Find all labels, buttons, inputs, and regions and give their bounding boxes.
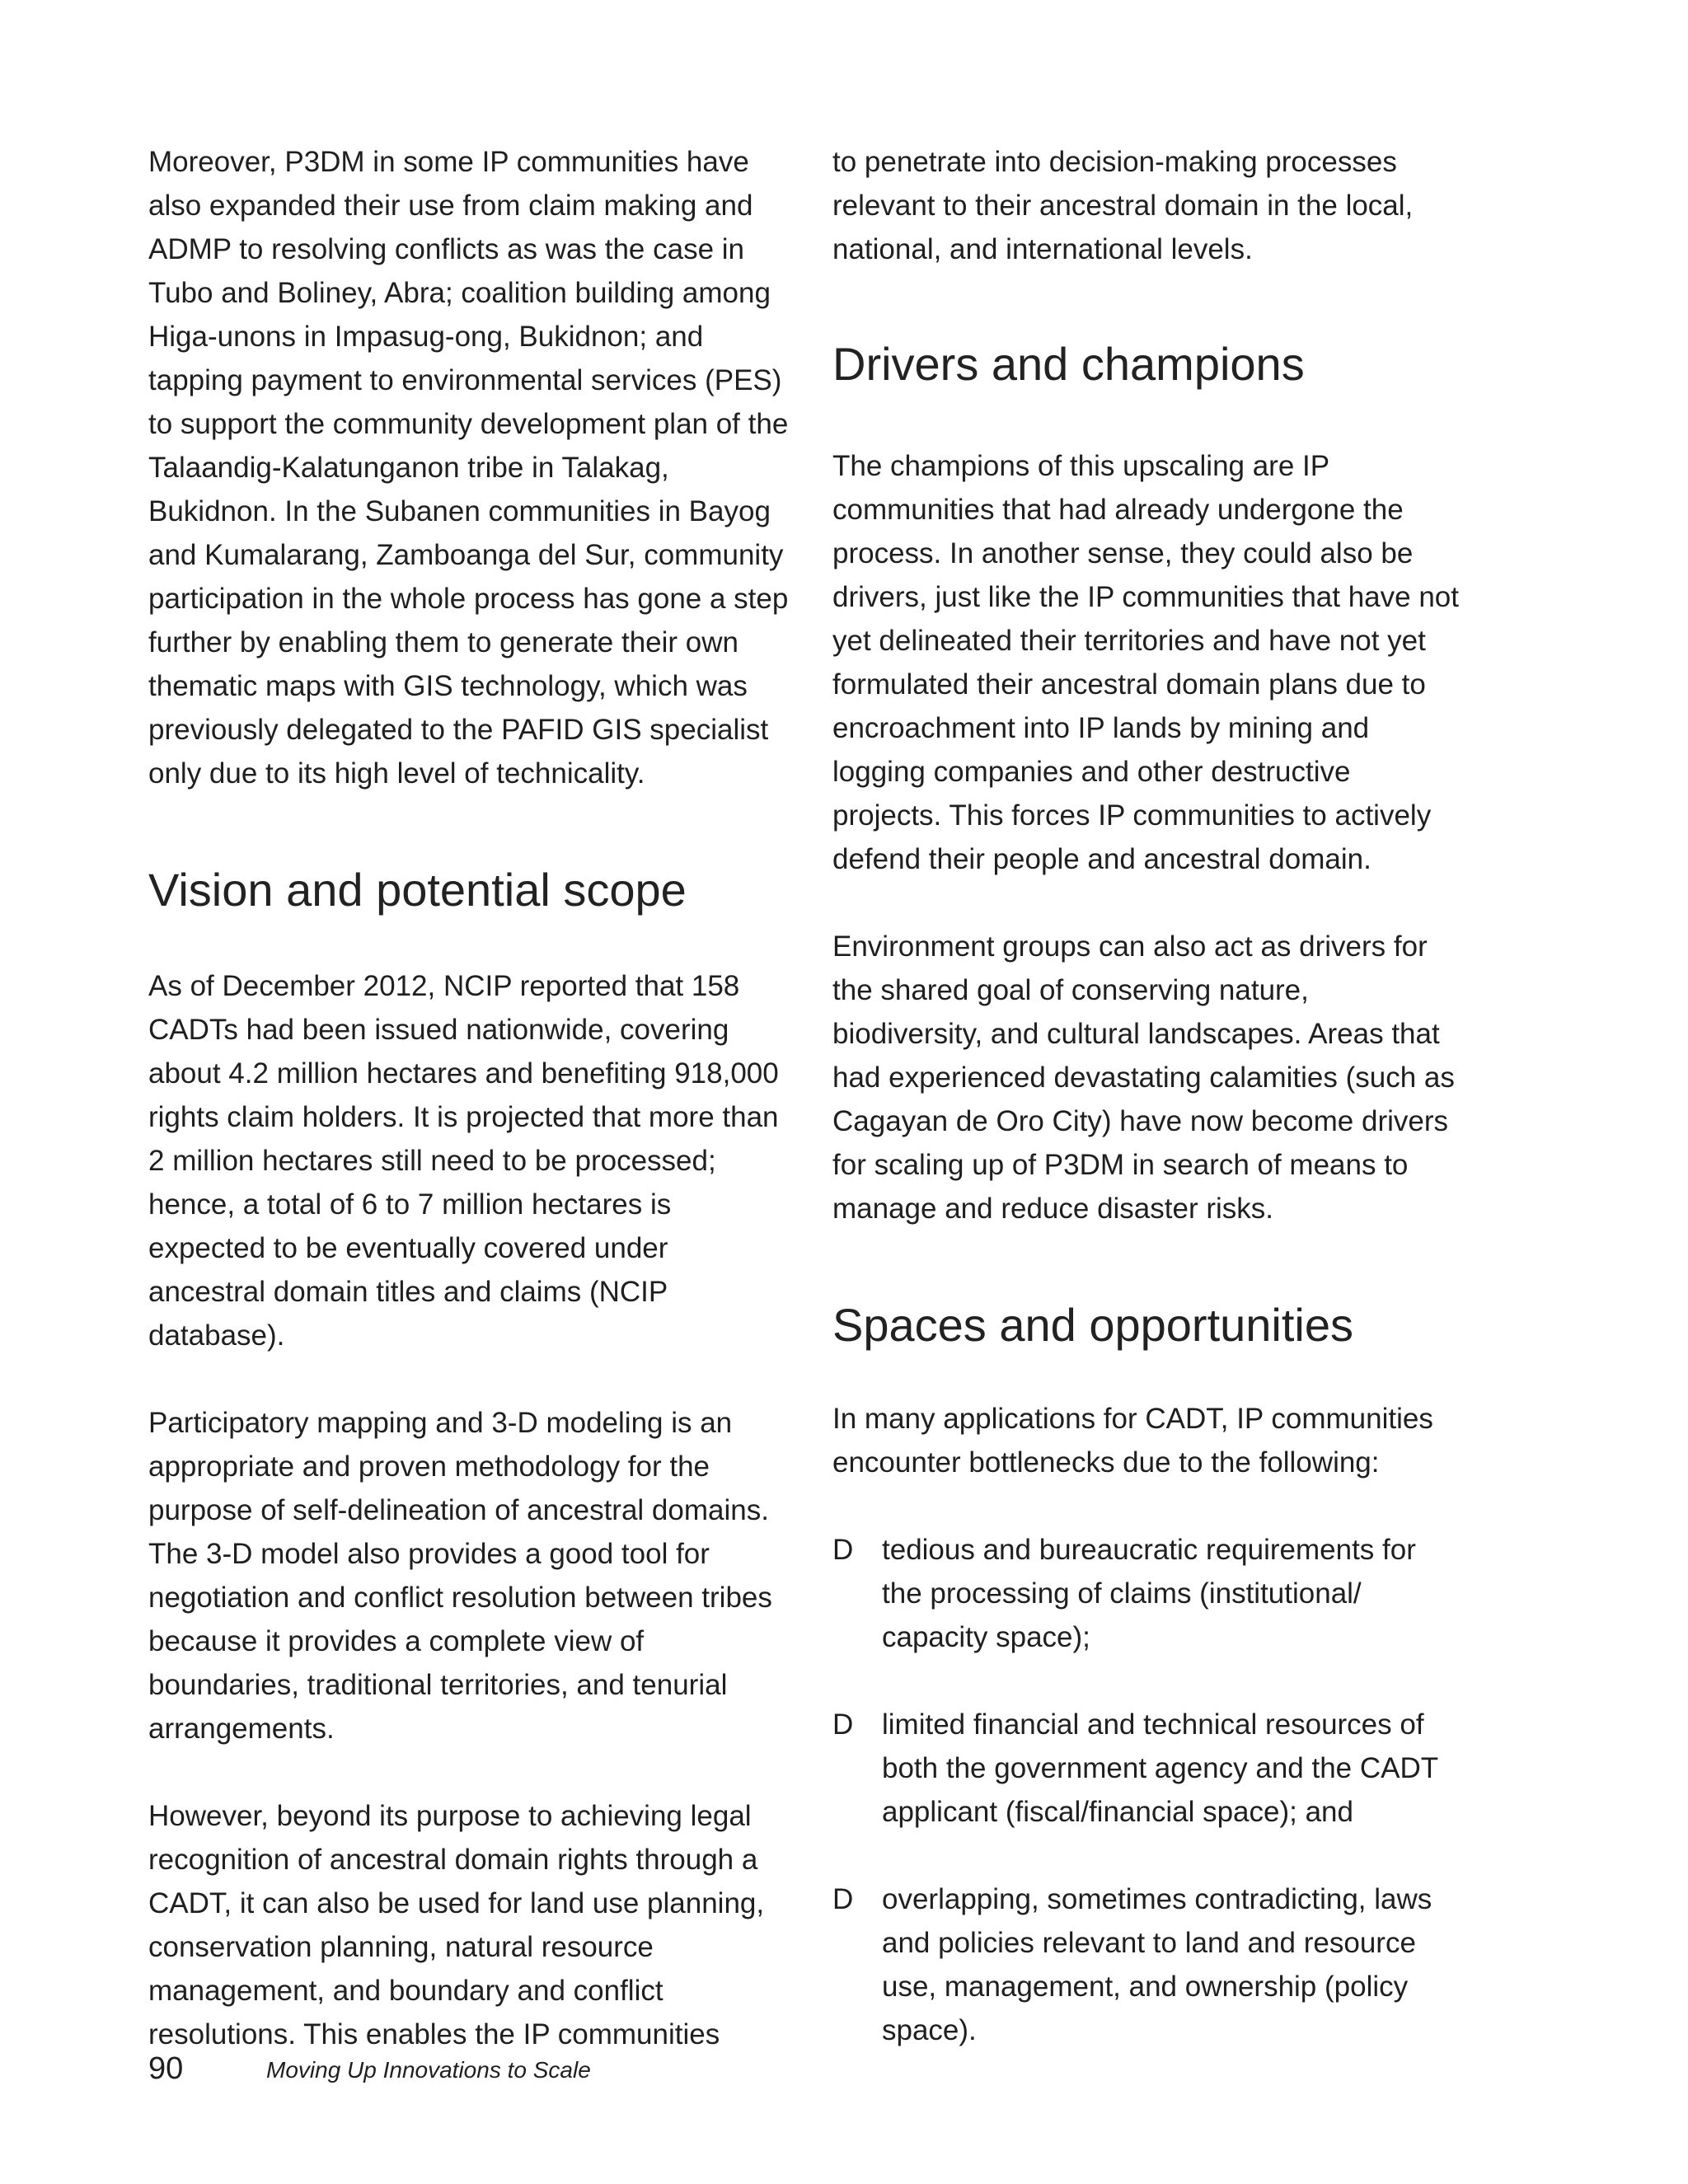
list-item (832, 1703, 1459, 1834)
body-paragraph: Environment groups can also act as drivers for the shared goal of conserving nature, biodiversity, and cultural landscapes. Areas that had experienced devastating calamities (such as Cagayan de Oro City) have now become drivers for scaling up of P3DM in search of means to manage and reduce disaster risks. (832, 930, 1455, 1225)
bullet-marker: D (832, 1883, 854, 1915)
list-item (832, 1877, 1459, 2052)
body-paragraph: Moreover, P3DM in some IP communities have also expanded their use from claim making and ADMP to resolving conflicts as was the case in Tubo and Boliney, Abra; coalition building among Higa-unons in Impasug-ong, Bukidnon; and tapping payment to environmental services (PES) to support the community development plan of the Talaandig-Kalatunganon tribe in Talakag, Bukidnon. In the Subanen communities in Bayog and Kumalarang, Zamboanga del Sur, community participation in the whole process has gone a step further by enabling them to generate their own thematic maps with GIS technology, which was previously delegated to the PAFID GIS specialist only due to its high level of technicality. (148, 146, 789, 790)
list-item (832, 1528, 1459, 1659)
bullet-marker: D (832, 1534, 854, 1566)
body-paragraph: In many applications for CADT, IP communities encounter bottlenecks due to the following: (832, 1403, 1433, 1479)
right-column (832, 140, 1459, 2096)
left-column (148, 140, 791, 2056)
section-heading-drivers: Drivers and champions (832, 338, 1305, 390)
section-heading-vision: Vision and potential scope (148, 864, 687, 916)
bullet-marker: D (832, 1708, 854, 1741)
running-title: Moving Up Innovations to Scale (266, 2057, 591, 2083)
body-paragraph: The champions of this upscaling are IP communities that had already undergone the process. In another sense, they could also be drivers, just like the IP communities that have not yet delineated their territories and have not yet formulated their ancestral domain plans due to encroachment into IP lands by mining and logging companies and other destructive projects. This forces IP communities to actively defend their people and ancestral domain. (832, 450, 1459, 875)
body-paragraph: to penetrate into decision-making processes relevant to their ancestral domain in the local, national, and international levels. (832, 146, 1414, 265)
page-footer (148, 2044, 890, 2093)
body-paragraph: As of December 2012, NCIP reported that 158 CADTs had been issued nationwide, covering about 4.2 million hectares and benefiting 918,000 rights claim holders. It is projected that more than 2 million hectares still need to be processed; hence, a total of 6 to 7 million hectares is expected to be eventually covered under ancestral domain titles and claims (NCIP database). (148, 970, 779, 1352)
list-item-text: limited financial and technical resources of both the government agency and the CADT applicant (fiscal/financial space); and (882, 1708, 1438, 1828)
body-paragraph: However, beyond its purpose to achieving legal recognition of ancestral domain rights through a CADT, it can also be used for land use planning, conservation planning, natural resource management, and boundary and conflict resolutions. This enables the IP communities (148, 1800, 765, 2050)
list-item-text: overlapping, sometimes contradicting, laws and policies relevant to land and resource use, management, and ownership (policy space). (882, 1883, 1432, 2046)
list-item-text: tedious and bureaucratic requirements for the processing of claims (institutional/ capacity space); (882, 1534, 1416, 1653)
section-heading-spaces: Spaces and opportunities (832, 1299, 1353, 1351)
body-paragraph: Participatory mapping and 3-D modeling is an appropriate and proven methodology for the purpose of self-delineation of ancestral domains. The 3-D model also provides a good tool for negotiation and conflict resolution between tribes because it provides a complete view of boundaries, traditional territories, and tenurial arrangements. (148, 1407, 772, 1745)
bottleneck-list (832, 1528, 1459, 2052)
page-number: 90 (148, 2051, 184, 2086)
